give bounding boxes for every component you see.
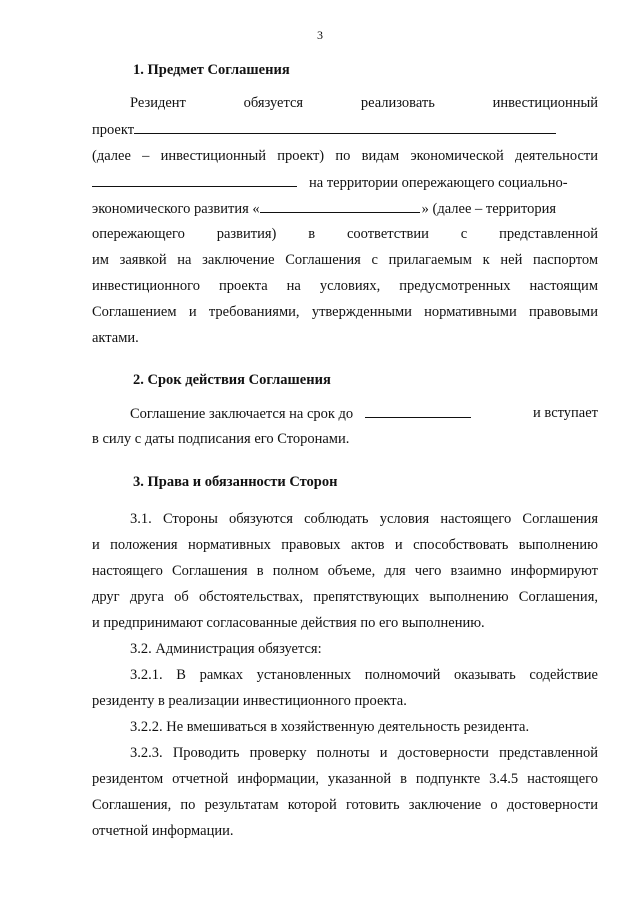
s1-line-5a: экономического развития « [92, 201, 260, 217]
p31-line-4: друг друга об обстоятельствах, препятствующих выполнению Соглашения, [92, 589, 598, 605]
blank-territory-name [260, 199, 420, 213]
p31-line-1: 3.1. Стороны обязуются соблюдать условия настоящего Соглашения [130, 511, 598, 527]
s1-line-6: опережающего развития) в соответствии с представленной [92, 226, 598, 242]
s1-line-5 [92, 199, 598, 218]
s1-line-3: (далее – инвестиционный проект) по видам экономической деятельности [92, 148, 598, 164]
s1-line-8: инвестиционного проекта на условиях, предусмотренных настоящим [92, 278, 598, 294]
p31-line-5: и предпринимают согласованные действия по его выполнению. [92, 615, 485, 631]
s1-line-9: Соглашением и требованиями, утвержденными нормативными правовыми [92, 304, 598, 320]
section-3-heading: 3. Права и обязанности Сторон [133, 474, 338, 490]
s1-line-7: им заявкой на заключение Соглашения с прилагаемым к ней паспортом [92, 252, 598, 268]
p321-line-2: резиденту в реализации инвестиционного проекта. [92, 693, 407, 709]
s1-project-label: проект [92, 122, 135, 138]
s2-line-1a: Соглашение заключается на срок до [130, 406, 354, 422]
s1-line-2 [92, 120, 598, 139]
p322-line: 3.2.2. Не вмешиваться в хозяйственную деятельность резидента. [130, 719, 530, 735]
p32-line: 3.2. Администрация обязуется: [130, 641, 322, 657]
s2-line-1b: и вступает [533, 405, 598, 421]
section-2-heading: 2. Срок действия Соглашения [133, 372, 331, 388]
p323-line-1: 3.2.3. Проводить проверку полноты и достоверности представленной [130, 745, 598, 761]
s1-line-4 [92, 173, 598, 192]
blank-term-date [365, 404, 471, 418]
s2-line-1 [130, 404, 598, 423]
blank-activity-type [92, 173, 297, 187]
p31-line-2: и положения нормативных правовых актов и способствовать выполнению [92, 537, 598, 553]
p31-line-3: настоящего Соглашения в полном объеме, для чего взаимно информируют [92, 563, 598, 579]
s1-line-4-text: на территории опережающего социально- [309, 175, 568, 191]
section-1-heading: 1. Предмет Соглашения [133, 62, 290, 78]
p323-line-4: отчетной информации. [92, 823, 234, 839]
s1-line-5b: » (далее – территория [421, 201, 557, 217]
s1-line-10: актами. [92, 330, 139, 346]
blank-project-name [134, 120, 556, 134]
page-number: 3 [317, 28, 323, 42]
p323-line-2: резидентом отчетной информации, указанной в подпункте 3.4.5 настоящего [92, 771, 598, 787]
p323-line-3: Соглашения, по результатам которой готовить заключение о достоверности [92, 797, 598, 813]
p321-line-1: 3.2.1. В рамках установленных полномочий оказывать содействие [130, 667, 598, 683]
s2-line-2: в силу с даты подписания его Сторонами. [92, 431, 350, 447]
s1-line-1: Резидент обязуется реализовать инвестиционный [130, 95, 598, 111]
